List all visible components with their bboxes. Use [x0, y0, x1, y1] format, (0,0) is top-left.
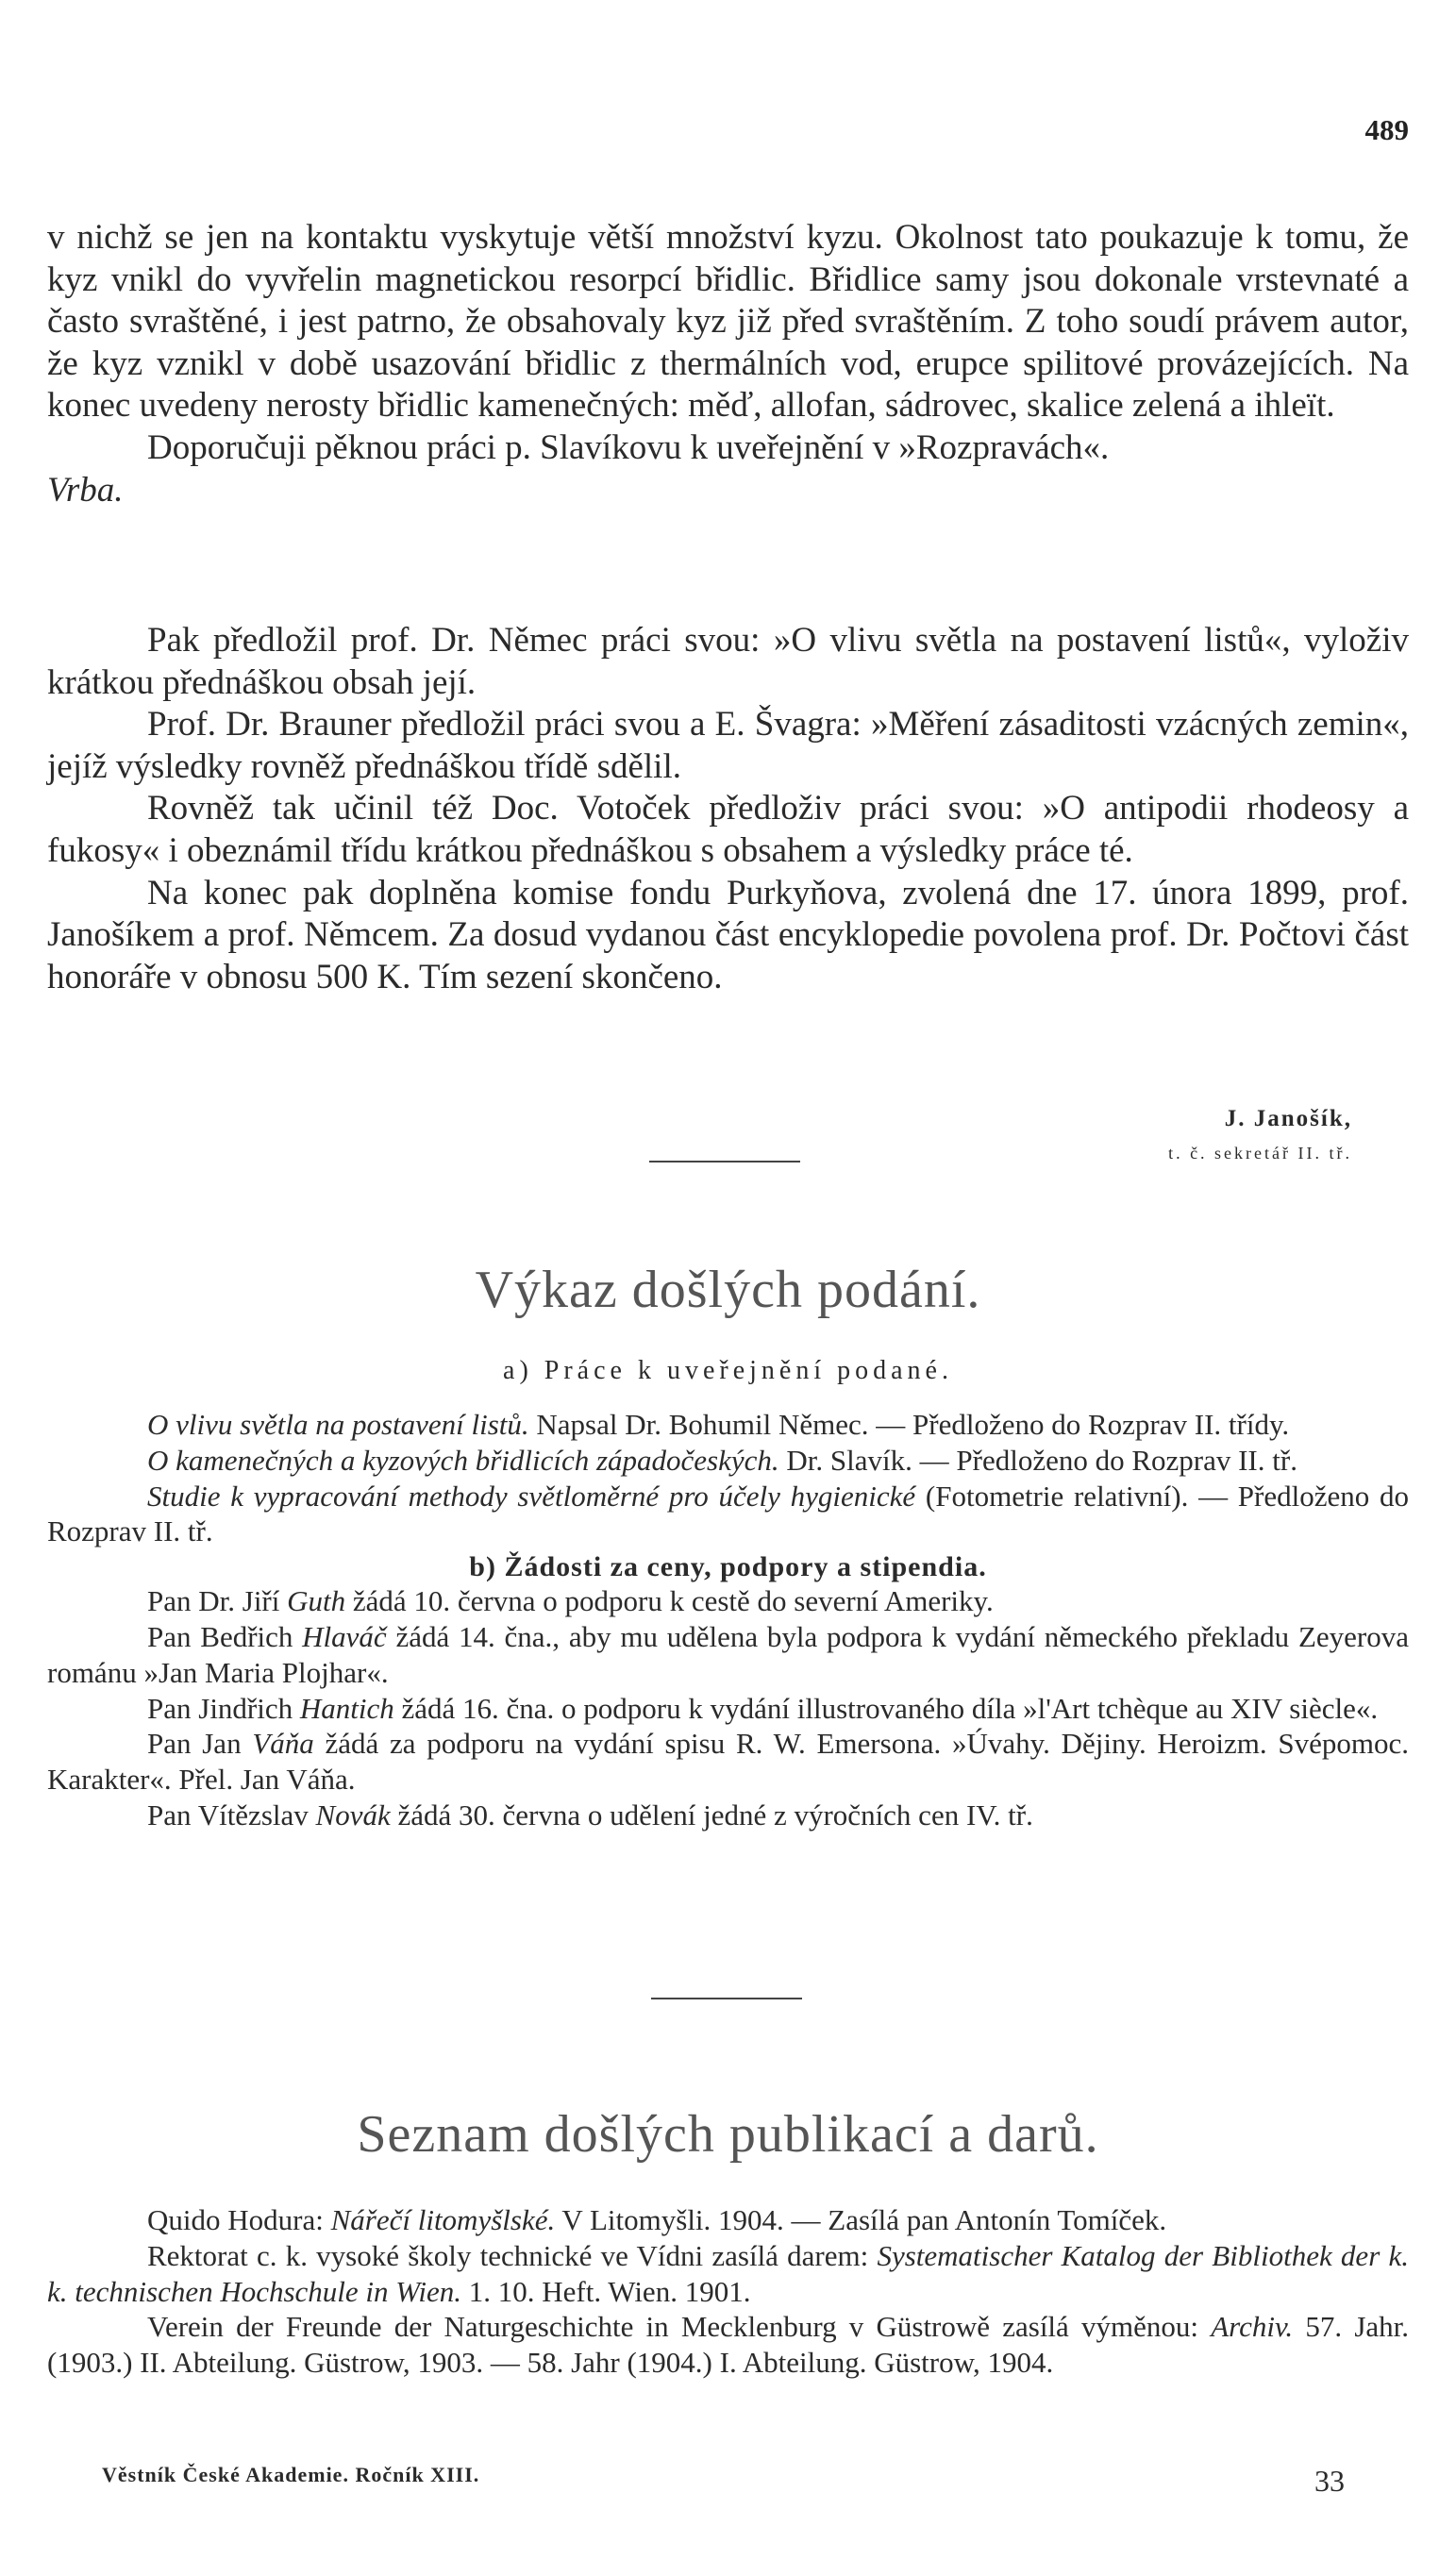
section-title: Výkaz došlých podání.	[475, 1261, 981, 1319]
divider	[649, 1161, 800, 1163]
secretary-title: t. č. sekretář II. tř.	[1168, 1144, 1352, 1163]
minutes-paragraph: Prof. Dr. Brauner předložil práci svou a E. Švagra: »Měření zásaditosti vzácných zemin«, jejíž výsledky rovněž přednáškou třídě sdělil.	[47, 705, 1409, 786]
requests-list	[47, 1583, 1409, 1833]
recommendation: Doporučuji pěknou práci p. Slavíkovu k uveřejnění v »Rozpravách«.	[147, 427, 1110, 467]
minutes-block	[47, 620, 1409, 998]
work-item: Studie k vypracování methody světloměrné pro účely hygienické (Fotometrie relativní). — Předloženo do Rozprav II. tř.	[47, 1479, 1409, 1548]
secretary-name: J. Janošík,	[1224, 1106, 1352, 1131]
work-item: O vlivu světla na postavení listů. Napsal Dr. Bohumil Němec. — Předloženo do Rozprav II. třídy.	[147, 1408, 1290, 1441]
publication-item: Verein der Freunde der Naturgeschichte in Mecklenburg v Güstrowě zasílá výměnou: Archiv. 57. Jahr. (1903.) II. Abteilung. Güstrow, 1903. — 58. Jahr (1904.) I. Abteilung. Güstrow, 1904.	[47, 2310, 1410, 2380]
subsection-b-title: b) Žádosti za ceny, podpory a stipendia.	[469, 1551, 987, 1583]
sheet-number: 33	[1314, 2464, 1345, 2498]
intro-paragraph: v nichž se jen na kontaktu vyskytuje větší množství kyzu. Okolnost tato poukazuje k tomu, že kyz vnikl do vyvřelin magnetickou resorpcí břidlic. Břidlice samy jsou dokonale vrstevnaté a často svraštěné, i jest patrno, že obsahovaly kyz již před svraštěním. Z toho soudí právem autor, že kyz vznikl v době usazování břidlic z thermálních vod, erupce spilitové provázejících. Na konec uvedeny nerosty břidlic kamenečných: měď, allofan, sádrovec, skalice zelená a ihleït.	[47, 218, 1409, 426]
publications-list	[47, 2202, 1409, 2381]
intro-block	[47, 217, 1409, 511]
work-item: O kamenečných a kyzových břidlicích západočeských. Dr. Slavík. — Předloženo do Rozprav II. tř.	[147, 1443, 1297, 1477]
request-item: Pan Jan Váňa žádá za podporu na vydání spisu R. W. Emersona. »Úvahy. Dějiny. Heroizm. Svépomoc. Karakter«. Přel. Jan Váňa.	[47, 1727, 1410, 1797]
section-submissions	[47, 1260, 1409, 1833]
journal-footer: Věstník České Akademie. Ročník XIII.	[102, 2463, 480, 2486]
request-item: Pan Bedřich Hlaváč žádá 14. čna., aby mu udělena byla podpora k vydání německého překladu Zeyerova románu »Jan Maria Plojhar«.	[47, 1619, 1409, 1689]
publication-item: Quido Hodura: Nářečí litomyšlské. V Litomyšli. 1904. — Zasílá pan Antonín Tomíček.	[147, 2203, 1167, 2236]
section-title: Seznam došlých publikací a darů.	[357, 2105, 1099, 2164]
request-item: Pan Jindřich Hantich žádá 16. čna. o podporu k vydání illustrovaného díla »l'Art tchèque au XIV siècle«.	[147, 1691, 1379, 1725]
works-list	[47, 1407, 1409, 1549]
minutes-paragraph: Na konec pak doplněna komise fondu Purkyňova, zvolená dne 17. února 1899, prof. Janošíkem a prof. Němcem. Za dosud vydanou část encyklopedie povolena prof. Dr. Počtovi část honoráře v obnosu 500 K. Tím sezení skončeno.	[47, 873, 1409, 996]
page-number: 489	[1364, 113, 1409, 146]
subsection-a-title: a) Práce k uveřejnění podané.	[503, 1356, 953, 1385]
minutes-paragraph: Pak předložil prof. Dr. Němec práci svou: »O vlivu světla na postavení listů«, vyloživ krátkou přednáškou obsah její.	[47, 621, 1409, 702]
request-item: Pan Vítězslav Novák žádá 30. června o udělení jedné z výročních cen IV. tř.	[147, 1798, 1033, 1832]
reviewer-signature: Vrba.	[47, 470, 124, 510]
request-item: Pan Dr. Jiří Guth žádá 10. června o podporu k cestě do severní Ameriky.	[147, 1584, 994, 1618]
section-publications	[47, 2104, 1409, 2381]
divider	[651, 1998, 802, 1999]
secretary-signature	[47, 1106, 1409, 1163]
publication-item: Rektorat c. k. vysoké školy technické ve Vídni zasílá darem: Systematischer Katalog der Bibliothek der k. k. technischen Hochschule in Wien. 1. 10. Heft. Wien. 1901.	[47, 2238, 1409, 2308]
minutes-paragraph: Rovněž tak učinil též Doc. Votoček předloživ práci svou: »O antipodii rhodeosy a fukosy« i obeznámil třídu krátkou přednáškou s obsahem a výsledky práce té.	[47, 789, 1409, 870]
